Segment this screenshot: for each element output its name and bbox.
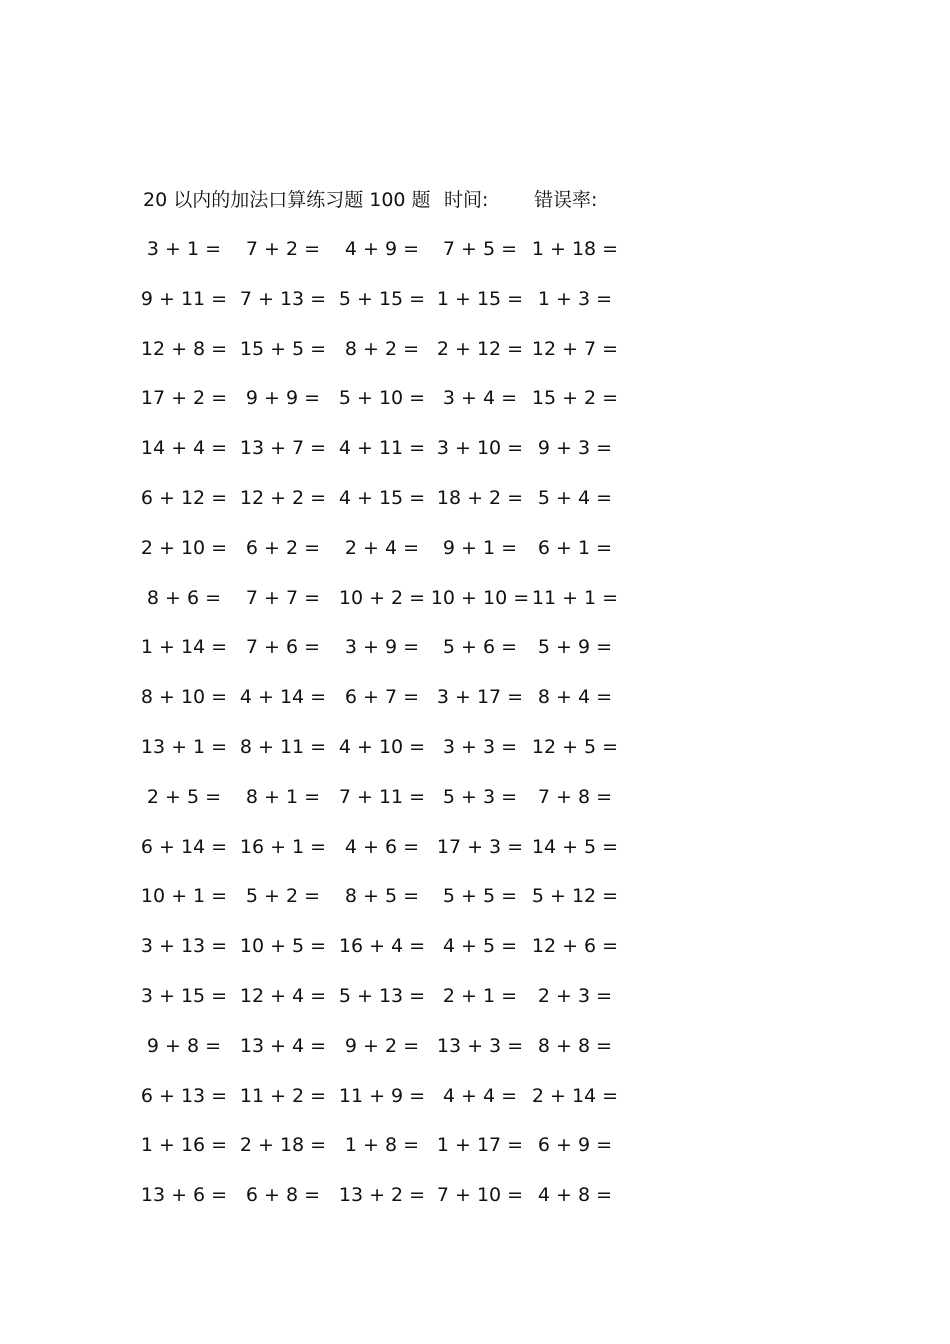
problem-item: 2 + 12 = (436, 337, 524, 360)
problem-item: 7 + 2 = (245, 238, 321, 260)
problem-item: 13 + 7 = (239, 437, 327, 460)
problem-item: 13 + 2 = (338, 1184, 426, 1207)
problem-row (0, 585, 950, 635)
error-rate-label: 错误率: (534, 189, 598, 211)
problem-row (0, 435, 950, 485)
problem-item: 5 + 9 = (537, 636, 613, 659)
problem-item: 6 + 8 = (245, 1184, 321, 1207)
problem-item: 8 + 4 = (537, 686, 613, 709)
problem-item: 1 + 17 = (436, 1134, 524, 1157)
problem-row (0, 385, 950, 435)
problem-row (0, 286, 950, 336)
problem-grid (0, 236, 950, 1232)
problem-item: 12 + 2 = (239, 486, 327, 509)
problem-item: 7 + 7 = (245, 586, 321, 609)
problem-item: 2 + 5 = (146, 785, 222, 808)
problem-item: 16 + 4 = (338, 935, 426, 958)
problem-item: 1 + 15 = (436, 287, 524, 310)
problem-row (0, 1033, 950, 1083)
problem-item: 5 + 2 = (245, 885, 321, 908)
problem-item: 14 + 4 = (140, 437, 228, 460)
problem-item: 11 + 9 = (338, 1084, 426, 1107)
problem-item: 6 + 12 = (140, 486, 228, 509)
problem-item: 7 + 6 = (245, 636, 321, 659)
problem-item: 5 + 12 = (531, 885, 619, 908)
problem-item: 8 + 10 = (140, 686, 228, 709)
problem-item: 1 + 14 = (140, 636, 228, 659)
problem-item: 9 + 11 = (140, 287, 228, 310)
problem-row (0, 1132, 950, 1182)
problem-item: 13 + 3 = (436, 1034, 524, 1057)
problem-item: 5 + 6 = (442, 636, 518, 659)
problem-item: 6 + 7 = (344, 686, 420, 709)
problem-item: 12 + 8 = (140, 337, 228, 360)
problem-item: 6 + 14 = (140, 835, 228, 858)
problem-item: 9 + 1 = (442, 536, 518, 559)
problem-item: 7 + 13 = (239, 287, 327, 310)
problem-item: 7 + 10 = (436, 1184, 524, 1207)
problem-item: 1 + 16 = (140, 1134, 228, 1157)
problem-item: 1 + 8 = (344, 1134, 420, 1157)
problem-item: 8 + 6 = (146, 586, 222, 609)
problem-item: 4 + 6 = (344, 835, 420, 858)
problem-row (0, 983, 950, 1033)
problem-item: 4 + 5 = (442, 935, 518, 958)
problem-item: 3 + 10 = (436, 437, 524, 460)
problem-item: 5 + 13 = (338, 984, 426, 1007)
problem-item: 9 + 8 = (146, 1034, 222, 1057)
problem-item: 6 + 9 = (537, 1134, 613, 1157)
problem-item: 11 + 2 = (239, 1084, 327, 1107)
problem-item: 3 + 13 = (140, 935, 228, 958)
problem-item: 8 + 5 = (344, 885, 420, 908)
problem-item: 2 + 14 = (531, 1084, 619, 1107)
problem-item: 5 + 15 = (338, 287, 426, 310)
problem-item: 12 + 5 = (531, 735, 619, 758)
problem-item: 9 + 9 = (245, 387, 321, 410)
problem-item: 13 + 1 = (140, 735, 228, 758)
problem-item: 2 + 18 = (239, 1134, 327, 1157)
problem-item: 3 + 3 = (442, 735, 518, 758)
problem-item: 13 + 6 = (140, 1184, 228, 1207)
problem-row (0, 933, 950, 983)
problem-item: 14 + 5 = (531, 835, 619, 858)
problem-item: 7 + 8 = (537, 785, 613, 808)
problem-item: 12 + 4 = (239, 984, 327, 1007)
problem-item: 10 + 5 = (239, 935, 327, 958)
problem-item: 8 + 8 = (537, 1034, 613, 1057)
problem-item: 2 + 10 = (140, 536, 228, 559)
problem-row (0, 1083, 950, 1133)
time-label: 时间: (444, 189, 489, 211)
problem-item: 4 + 14 = (239, 686, 327, 709)
problem-item: 5 + 10 = (338, 387, 426, 410)
problem-item: 4 + 9 = (344, 238, 420, 260)
problem-item: 17 + 3 = (436, 835, 524, 858)
problem-item: 1 + 3 = (537, 287, 613, 310)
problem-row (0, 834, 950, 884)
problem-row (0, 784, 950, 834)
problem-item: 5 + 5 = (442, 885, 518, 908)
worksheet-title: 20 以内的加法口算练习题 100 题 (143, 189, 431, 211)
problem-row (0, 883, 950, 933)
problem-item: 3 + 15 = (140, 984, 228, 1007)
problem-item: 3 + 9 = (344, 636, 420, 659)
problem-item: 2 + 3 = (537, 984, 613, 1007)
problem-item: 13 + 4 = (239, 1034, 327, 1057)
problem-item: 4 + 15 = (338, 486, 426, 509)
problem-row (0, 485, 950, 535)
problem-item: 6 + 2 = (245, 536, 321, 559)
problem-item: 4 + 11 = (338, 437, 426, 460)
problem-item: 7 + 11 = (338, 785, 426, 808)
problem-item: 5 + 4 = (537, 486, 613, 509)
problem-item: 3 + 4 = (442, 387, 518, 410)
problem-item: 5 + 3 = (442, 785, 518, 808)
problem-item: 8 + 11 = (239, 735, 327, 758)
problem-item: 2 + 1 = (442, 984, 518, 1007)
problem-item: 7 + 5 = (442, 238, 518, 260)
problem-item: 3 + 17 = (436, 686, 524, 709)
problem-item: 6 + 1 = (537, 536, 613, 559)
problem-item: 18 + 2 = (436, 486, 524, 509)
problem-item: 10 + 1 = (140, 885, 228, 908)
problem-item: 9 + 3 = (537, 437, 613, 460)
problem-item: 10 + 2 = (338, 586, 426, 609)
problem-item: 12 + 6 = (531, 935, 619, 958)
problem-row (0, 684, 950, 734)
problem-item: 12 + 7 = (531, 337, 619, 360)
problem-item: 10 + 10 = (430, 586, 530, 609)
problem-item: 4 + 8 = (537, 1184, 613, 1207)
problem-item: 16 + 1 = (239, 835, 327, 858)
problem-item: 2 + 4 = (344, 536, 420, 559)
problem-item: 6 + 13 = (140, 1084, 228, 1107)
problem-item: 1 + 18 = (531, 238, 619, 260)
problem-item: 15 + 2 = (531, 387, 619, 410)
problem-item: 4 + 10 = (338, 735, 426, 758)
problem-item: 9 + 2 = (344, 1034, 420, 1057)
problem-item: 8 + 1 = (245, 785, 321, 808)
problem-item: 3 + 1 = (146, 238, 222, 260)
problem-item: 11 + 1 = (531, 586, 619, 609)
problem-row (0, 336, 950, 386)
problem-item: 15 + 5 = (239, 337, 327, 360)
problem-row (0, 236, 950, 286)
problem-item: 8 + 2 = (344, 337, 420, 360)
problem-row (0, 734, 950, 784)
problem-row (0, 634, 950, 684)
problem-item: 4 + 4 = (442, 1084, 518, 1107)
problem-row (0, 1182, 950, 1232)
problem-item: 17 + 2 = (140, 387, 228, 410)
problem-row (0, 535, 950, 585)
